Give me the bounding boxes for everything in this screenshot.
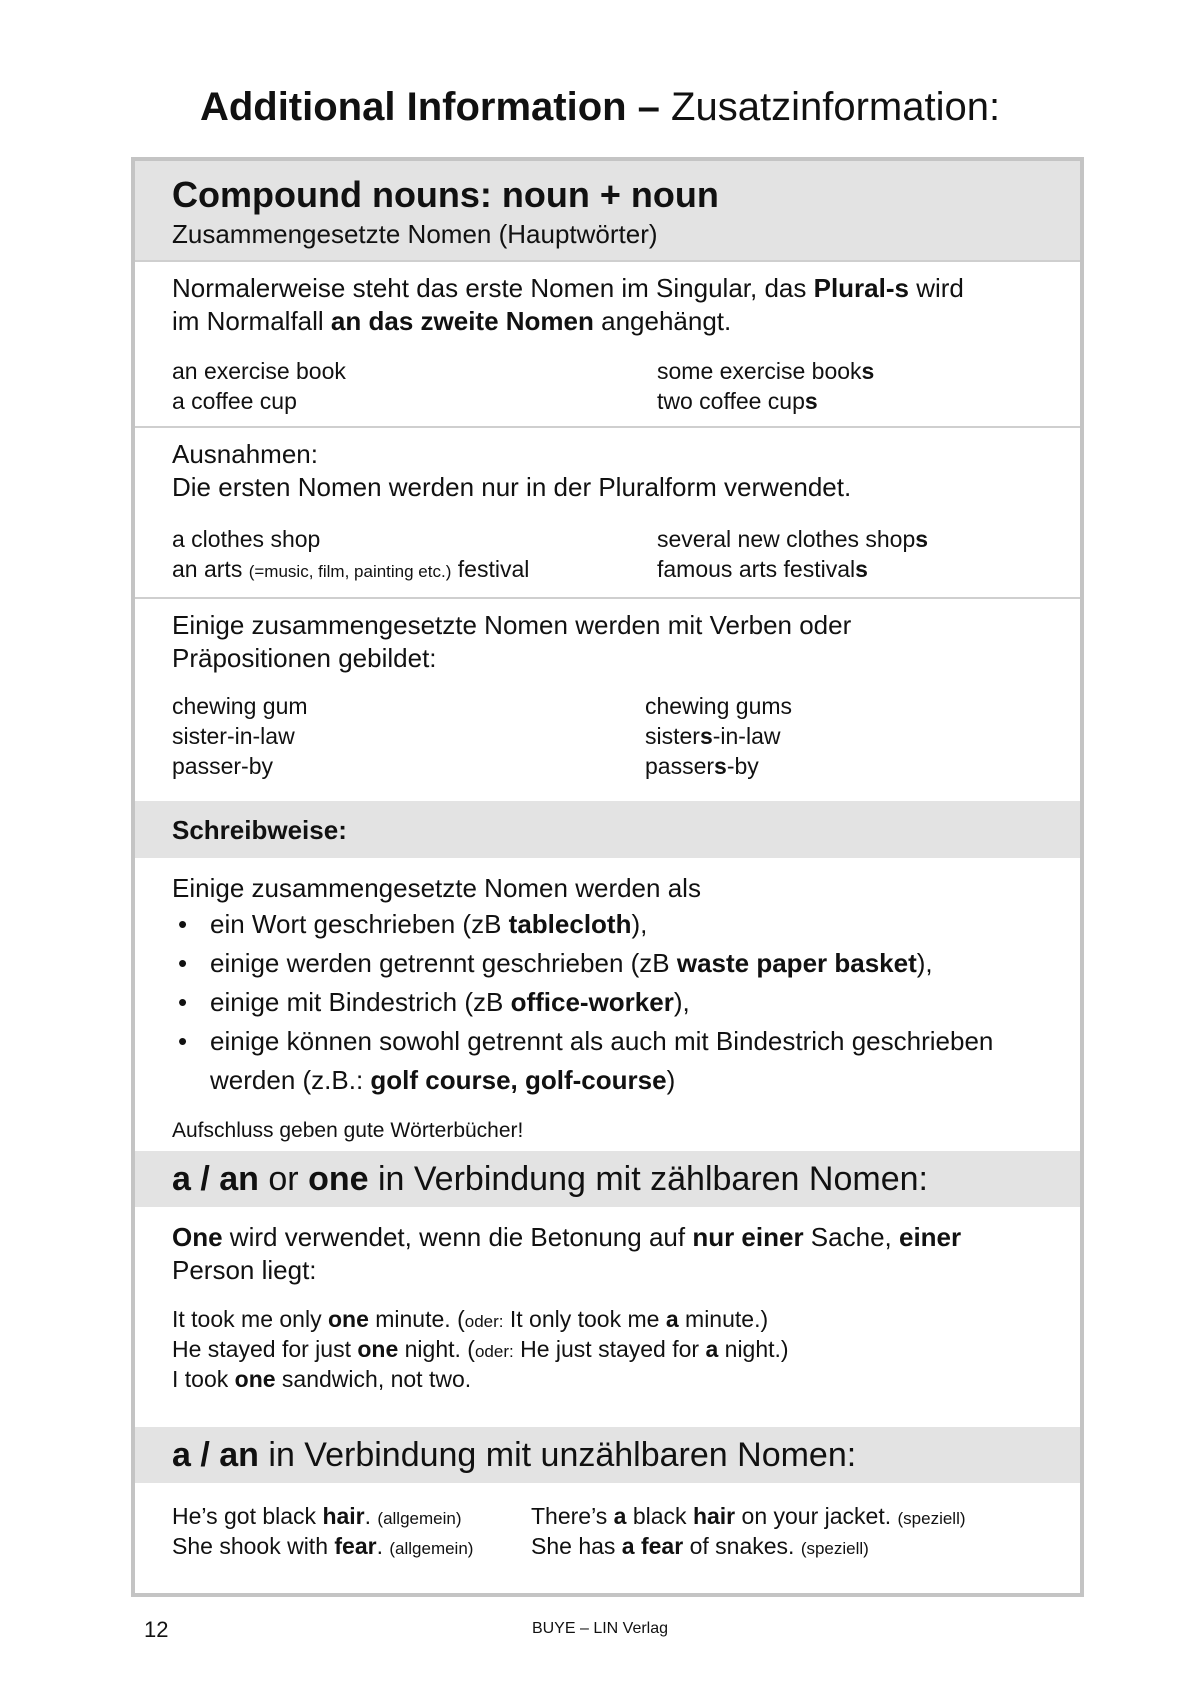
verb-example-plural: passers-by	[645, 753, 759, 779]
countable-example: It took me only one minute. (oder: It only took me a minute.)	[172, 1306, 769, 1332]
countable-example: I took one sandwich, not two.	[172, 1366, 472, 1392]
verb-example-plural: chewing gums	[645, 693, 793, 719]
exception-singular: a clothes shop	[172, 526, 321, 552]
uncountable-heading: a / an in Verbindung mit unzählbaren Nomen:	[172, 1436, 857, 1474]
divider	[135, 597, 1080, 599]
exceptions-label: Ausnahmen:	[172, 439, 318, 469]
example-plural: two coffee cups	[657, 388, 818, 414]
uncountable-example-specific: There’s a black hair on your jacket. (speziell)	[531, 1503, 966, 1529]
countable-heading: a / an or one in Verbindung mit zählbaren Nomen:	[172, 1160, 928, 1198]
spelling-heading: Schreibweise:	[172, 815, 347, 845]
divider	[135, 426, 1080, 428]
exception-plural: several new clothes shops	[657, 526, 929, 552]
page-number: 12	[144, 1617, 169, 1642]
compound-heading: Compound nouns: noun + noun	[172, 174, 719, 215]
verbs-intro-line2: Präpositionen gebildet:	[172, 643, 437, 673]
countable-example: He stayed for just one night. (oder: He just stayed for a night.)	[172, 1336, 789, 1362]
verb-example-singular: sister-in-law	[172, 723, 295, 749]
uncountable-example-general: He’s got black hair. (allgemein)	[172, 1503, 462, 1529]
verb-example-plural: sisters-in-law	[645, 723, 781, 749]
list-item: • einige können sowohl getrennt als auch mit Bindestrich geschrieben werden (z.B.: golf course, golf-course)	[172, 1022, 1052, 1100]
countable-intro-line1: One wird verwendet, wenn die Betonung auf nur einer Sache, einer	[172, 1222, 962, 1252]
info-box	[131, 157, 1084, 1597]
list-item: • einige mit Bindestrich (zB office-worker),	[172, 983, 1052, 1022]
divider	[135, 260, 1080, 262]
compound-intro-line1: Normalerweise steht das erste Nomen im Singular, das Plural-s wird	[172, 273, 964, 303]
exception-singular: an arts (=music, film, painting etc.) festival	[172, 556, 530, 582]
exception-plural: famous arts festivals	[657, 556, 868, 582]
verbs-intro-line1: Einige zusammengesetzte Nomen werden mit Verben oder	[172, 610, 852, 640]
uncountable-example-general: She shook with fear. (allgemein)	[172, 1533, 474, 1559]
compound-intro-line2: im Normalfall an das zweite Nomen angehängt.	[172, 306, 732, 336]
exceptions-text: Die ersten Nomen werden nur in der Pluralform verwendet.	[172, 472, 852, 502]
example-plural: some exercise books	[657, 358, 875, 384]
verb-example-singular: passer-by	[172, 753, 273, 779]
uncountable-header	[135, 1427, 1080, 1483]
verb-example-singular: chewing gum	[172, 693, 308, 719]
uncountable-example-specific: She has a fear of snakes. (speziell)	[531, 1533, 869, 1559]
countable-intro-line2: Person liegt:	[172, 1255, 317, 1285]
example-singular: an exercise book	[172, 358, 346, 384]
example-singular: a coffee cup	[172, 388, 297, 414]
spelling-intro: Einige zusammengesetzte Nomen werden als	[172, 873, 701, 903]
spelling-header	[135, 801, 1080, 858]
publisher-footer: BUYE – LIN Verlag	[531, 1620, 669, 1637]
page-title: Additional Information – Zusatzinformation:	[199, 85, 1001, 129]
compound-header	[135, 161, 1080, 260]
list-item: • einige werden getrennt geschrieben (zB waste paper basket),	[172, 944, 1052, 983]
list-item: • ein Wort geschrieben (zB tablecloth),	[172, 905, 1052, 944]
compound-subheading: Zusammengesetzte Nomen (Hauptwörter)	[172, 219, 658, 249]
dictionary-note: Aufschluss geben gute Wörterbücher!	[172, 1119, 524, 1142]
countable-header	[135, 1151, 1080, 1207]
spelling-list	[172, 905, 1052, 1100]
